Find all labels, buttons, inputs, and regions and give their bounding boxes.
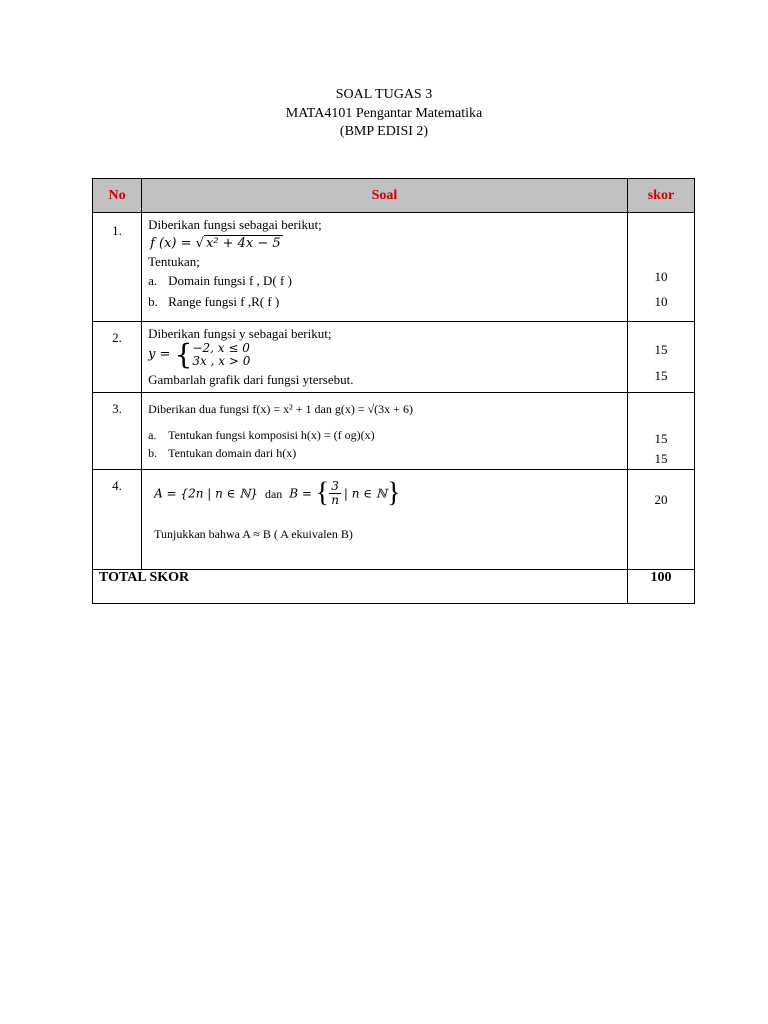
question-intro: Diberikan fungsi sebagai berikut; <box>148 217 322 232</box>
question-cell <box>142 322 628 393</box>
question-item: a. Tentukan fungsi komposisi h(x) = (f og)(x) <box>148 428 375 442</box>
question-intro: Diberikan dua fungsi f(x) = x² + 1 dan g(x) = √(3x + 6) <box>148 402 413 416</box>
total-row <box>93 570 695 604</box>
score-value: 20 <box>654 492 668 507</box>
column-header-soal: Soal <box>142 179 628 213</box>
score-cell <box>627 322 694 393</box>
row-number: 3. <box>93 393 142 470</box>
score-value: 10 <box>654 294 668 309</box>
table-row <box>93 470 695 570</box>
edition-label: (BMP EDISI 2) <box>339 124 429 139</box>
total-value: 100 <box>627 570 694 604</box>
question-task: Gambarlah grafik dari fungsi ytersebut. <box>148 372 354 387</box>
question-task: Tunjukkan bahwa A ≈ B ( A ekuivalen B) <box>154 527 353 541</box>
question-cell <box>142 213 628 322</box>
question-intro: Diberikan fungsi y sebagai berikut; <box>148 326 332 341</box>
score-value: 15 <box>654 451 668 466</box>
question-task: Tentukan; <box>148 254 200 269</box>
row-number: 4. <box>93 470 142 570</box>
row-number: 1. <box>93 213 142 322</box>
table-header-row <box>93 179 695 213</box>
question-item: b. Tentukan domain dari h(x) <box>148 446 297 460</box>
row-number: 2. <box>93 322 142 393</box>
table-row <box>93 322 695 393</box>
column-header-no: No <box>93 179 142 213</box>
score-cell <box>627 213 694 322</box>
score-value: 15 <box>654 368 668 383</box>
question-table <box>92 178 695 604</box>
question-item: b. Range fungsi f ,R( f ) <box>148 294 280 309</box>
piecewise-formula: y = { −2, x ≤ 0 3x , x > 0 <box>148 338 251 371</box>
table-row <box>93 213 695 322</box>
score-value: 10 <box>654 269 668 284</box>
score-cell <box>627 393 694 470</box>
question-item: a. Domain fungsi f , D( f ) <box>148 273 292 288</box>
score-value: 15 <box>654 431 668 446</box>
question-formula: f (x) = √ x² + 4x − 5 <box>150 236 281 251</box>
score-value: 15 <box>654 342 668 357</box>
column-header-skor: skor <box>627 179 694 213</box>
set-definition: A = {2n | n ∈ ℕ} dan B = { $\frac{3}{n}$ | n ∈ ℕ} <box>154 477 401 509</box>
course-title: MATA4101 Pengantar Matematika <box>285 106 483 121</box>
document-title: SOAL TUGAS 3 <box>335 87 433 102</box>
question-cell <box>142 470 628 570</box>
question-cell <box>142 393 628 470</box>
score-cell <box>627 470 694 570</box>
table-row <box>93 393 695 470</box>
total-label: TOTAL SKOR <box>93 570 628 604</box>
